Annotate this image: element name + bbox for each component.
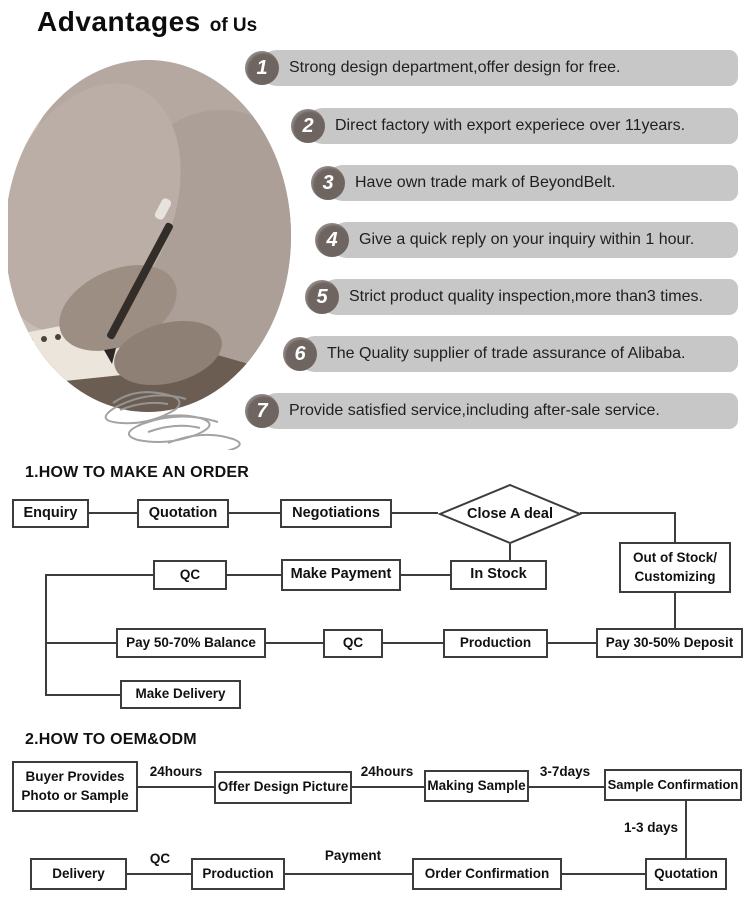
node-label: Make Payment	[290, 566, 392, 583]
connector-line	[674, 513, 676, 543]
node-label: Make Delivery	[135, 686, 226, 702]
edge-label-3-7days: 3-7days	[539, 764, 591, 779]
connector-line	[138, 786, 214, 788]
connector-line	[229, 512, 280, 514]
connector-line	[46, 694, 120, 696]
advantage-number-badge	[245, 394, 279, 428]
advantage-number-badge	[311, 166, 345, 200]
connector-line	[285, 873, 412, 875]
connector-line	[127, 873, 191, 875]
advantage-number-badge	[315, 223, 349, 257]
page-title-sub: of Us	[209, 15, 258, 36]
page-title	[37, 6, 257, 38]
flow-node-qc-1	[153, 560, 227, 590]
connector-line	[580, 512, 676, 514]
badge-number: 1	[256, 56, 268, 79]
flow-node-enquiry	[12, 499, 89, 528]
advantage-number-badge	[245, 51, 279, 85]
flow-node-negotiations	[280, 499, 392, 528]
edge-label-payment: Payment	[324, 848, 382, 863]
edge-label-qc: QC	[149, 851, 171, 866]
badge-number: 7	[256, 399, 268, 422]
connector-line	[529, 786, 604, 788]
node-label: Negotiations	[292, 504, 380, 521]
flow-node-qc-2	[323, 629, 383, 658]
advantage-item	[319, 279, 738, 315]
node-label: Quotation	[148, 504, 218, 521]
advantage-text: Provide satisfied service,including after-sale service.	[289, 402, 660, 419]
advantage-number-badge	[291, 109, 325, 143]
advantage-item	[297, 336, 738, 372]
node-label: Enquiry	[23, 504, 78, 521]
node-label: Photo or Sample	[21, 787, 129, 803]
node-label: In Stock	[470, 566, 527, 583]
connector-line	[548, 642, 596, 644]
flow-node-order-confirmation	[412, 858, 562, 890]
writing-person-photo	[8, 58, 298, 450]
flow-node-sample-confirmation	[604, 769, 742, 801]
edge-label-24hours-2: 24hours	[360, 764, 414, 779]
flow-node-delivery	[30, 858, 127, 890]
advantage-text: Strict product quality inspection,more than3 times.	[349, 288, 703, 305]
flow-node-pay-balance	[116, 628, 266, 658]
connector-line	[45, 574, 47, 696]
node-label: Making Sample	[427, 777, 526, 793]
advantage-item	[305, 108, 738, 144]
advantage-item	[259, 50, 738, 86]
connector-line	[674, 592, 676, 629]
flow-node-buyer-provides	[12, 761, 138, 812]
flow-node-out-of-stock	[619, 542, 731, 593]
flow-node-making-sample	[424, 770, 529, 802]
connector-line	[46, 574, 153, 576]
connector-line	[509, 544, 511, 561]
badge-number: 6	[294, 342, 306, 365]
node-label: Sample Confirmation	[607, 777, 739, 793]
badge-number: 3	[322, 171, 334, 194]
connector-line	[562, 873, 645, 875]
advantage-text: The Quality supplier of trade assurance of Alibaba.	[327, 345, 686, 362]
connector-line	[89, 512, 137, 514]
flow-node-pay-deposit	[596, 628, 743, 658]
page-title-main: Advantages	[37, 6, 201, 37]
badge-number: 4	[326, 228, 338, 251]
node-label: Customizing	[634, 568, 716, 584]
flow-node-production	[443, 629, 548, 658]
connector-line	[383, 642, 443, 644]
flow-node-in-stock	[450, 560, 547, 590]
node-label: Pay 30-50% Deposit	[605, 634, 734, 650]
advantage-text: Strong design department,offer design for free.	[289, 59, 621, 76]
node-label: Quotation	[654, 865, 718, 881]
advantage-item	[259, 393, 738, 429]
node-label: Offer Design Picture	[217, 779, 349, 795]
node-label: Order Confirmation	[424, 865, 550, 881]
advantage-text: Direct factory with export experiece over 11years.	[335, 117, 686, 134]
flow-node-production-2	[191, 858, 285, 890]
advantage-number-badge	[283, 337, 317, 371]
node-label: Out of Stock/	[633, 550, 717, 566]
node-label: Production	[459, 635, 532, 651]
node-label: Delivery	[52, 865, 105, 881]
flow-node-make-delivery	[120, 680, 241, 709]
section2-heading: 2.HOW TO OEM&ODM	[25, 731, 197, 748]
node-label: QC	[179, 566, 201, 582]
flow-node-quotation	[137, 499, 229, 528]
advantage-item	[329, 222, 738, 258]
section1-heading: 1.HOW TO MAKE AN ORDER	[25, 464, 249, 481]
node-label: QC	[342, 635, 364, 651]
flow-node-quotation-2	[645, 858, 727, 890]
connector-line	[685, 801, 687, 858]
connector-line	[227, 574, 281, 576]
flow-node-offer-design-picture	[214, 771, 352, 804]
advantage-item	[325, 165, 738, 201]
badge-number: 2	[302, 114, 314, 137]
node-label: Buyer Provides	[25, 769, 125, 785]
flow-node-make-payment	[281, 559, 401, 591]
node-label: Pay 50-70% Balance	[126, 634, 256, 650]
connector-line	[401, 574, 450, 576]
node-label: Close A deal	[467, 506, 553, 522]
badge-number: 5	[316, 285, 328, 308]
edge-label-24hours-1: 24hours	[149, 764, 203, 779]
connector-line	[46, 642, 116, 644]
node-label: Production	[202, 865, 274, 881]
edge-label-1-3days: 1-3 days	[623, 820, 678, 835]
advantage-text: Give a quick reply on your inquiry within 1 hour.	[359, 231, 695, 248]
advantage-number-badge	[305, 280, 339, 314]
connector-line	[266, 642, 323, 644]
connector-line	[352, 786, 424, 788]
connector-line	[392, 512, 438, 514]
flow-node-close-a-deal	[438, 483, 582, 545]
advantage-text: Have own trade mark of BeyondBelt.	[355, 174, 616, 191]
